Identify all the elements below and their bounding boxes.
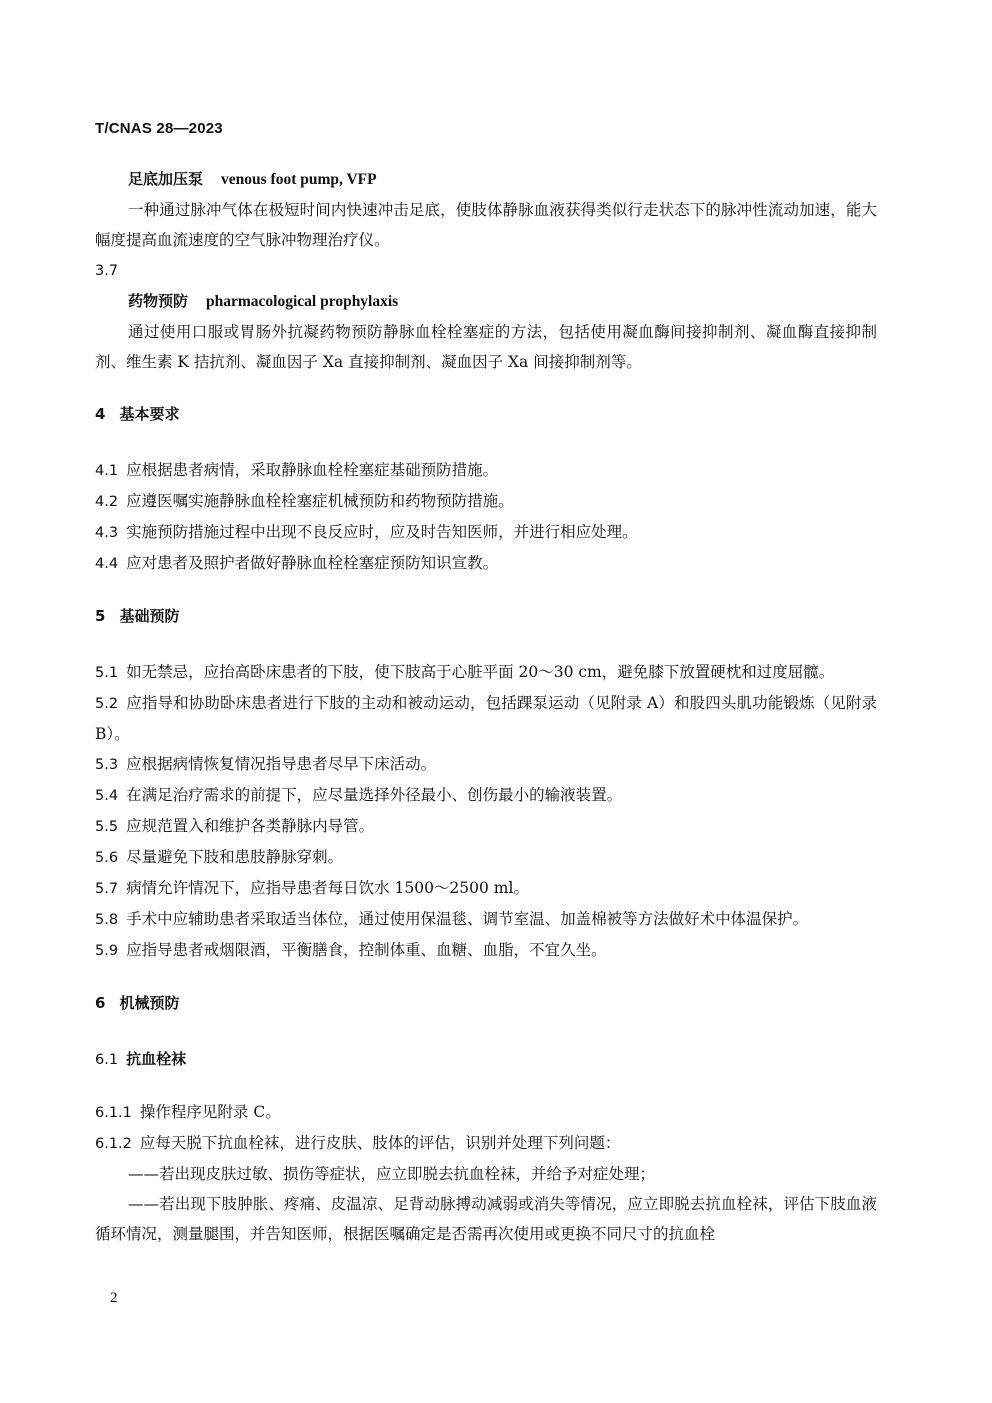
dash-item-1: ——若出现皮肤过敏、损伤等症状，应立即脱去抗血栓袜，并给予对症处理；: [128, 1165, 656, 1183]
clause-number-3-7: 3.7: [95, 263, 119, 279]
clause-6-1-1: 6.1.1 操作程序见附录 C。: [95, 1103, 281, 1121]
clause-5-2: 5.2 应指导和协助卧床患者进行下肢的主动和被动运动，包括踝泵运动（见附录 A）和股四头肌功能锻炼（见附录 B）。: [95, 694, 877, 743]
term-pharmacological-prophylaxis: [95, 286, 877, 317]
page-number: 2: [110, 1290, 118, 1306]
clause-5-4: 5.4 在满足治疗需求的前提下，应尽量选择外径最小、创伤最小的输液装置。: [95, 786, 623, 804]
definition-pharmacological-prophylaxis: 通过使用口服或胃肠外抗凝药物预防静脉血栓栓塞症的方法，包括使用凝血酶间接抑制剂、凝血酶直接抑制剂、维生素 K 拮抗剂、凝血因子 Xa 直接抑制剂、凝血因子 Xa 间接抑制剂等。: [95, 323, 877, 371]
clause-6-1-2: 6.1.2 应每天脱下抗血栓袜，进行皮肤、肢体的评估，识别并处理下列问题：: [95, 1134, 621, 1152]
clause-5-5: 5.5 应规范置入和维护各类静脉内导管。: [95, 817, 375, 835]
clause-4-2: 4.2 应遵医嘱实施静脉血栓栓塞症机械预防和药物预防措施。: [95, 492, 514, 510]
clause-5-9: 5.9 应指导患者戒烟限酒，平衡膳食，控制体重、血糖、血脂，不宜久坐。: [95, 941, 607, 959]
section-heading-4: 4 基本要求: [95, 405, 180, 423]
term-cn: 足底加压泵: [128, 170, 204, 188]
section-heading-6: 6 机械预防: [95, 994, 180, 1012]
document-id-header: T/CNAS 28—2023: [95, 120, 223, 137]
clause-5-7: 5.7 病情允许情况下，应指导患者每日饮水 1500～2500 ml。: [95, 879, 529, 897]
clause-4-1: 4.1 应根据患者病情，采取静脉血栓栓塞症基础预防措施。: [95, 461, 499, 479]
term-en: pharmacological prophylaxis: [206, 293, 399, 310]
subsection-heading-6-1: 6.1 抗血栓袜: [95, 1050, 187, 1068]
dash-item-2: ——若出现下肢肿胀、疼痛、皮温凉、足背动脉搏动减弱或消失等情况，应立即脱去抗血栓袜，评估下肢血液循环情况，测量腿围，并告知医师，根据医嘱确定是否需再次使用或更换不同尺寸的抗血栓: [95, 1195, 877, 1243]
term-en: venous foot pump, VFP: [221, 171, 377, 188]
clause-4-4: 4.4 应对患者及照护者做好静脉血栓栓塞症预防知识宣教。: [95, 554, 499, 572]
clause-5-1: 5.1 如无禁忌，应抬高卧床患者的下肢，使下肢高于心脏平面 20～30 cm，避免膝下放置硬枕和过度屈髋。: [95, 663, 835, 681]
page-content: [95, 164, 877, 1249]
clause-5-6: 5.6 尽量避免下肢和患肢静脉穿刺。: [95, 848, 344, 866]
term-foot-pump: [95, 164, 877, 195]
clause-5-8: 5.8 手术中应辅助患者采取适当体位，通过使用保温毯、调节室温、加盖棉被等方法做好术中体温保护。: [95, 910, 809, 928]
definition-foot-pump: 一种通过脉冲气体在极短时间内快速冲击足底，使肢体静脉血液获得类似行走状态下的脉冲性流动加速，能大幅度提高血流速度的空气脉冲物理治疗仪。: [95, 201, 877, 249]
clause-4-3: 4.3 实施预防措施过程中出现不良反应时，应及时告知医师，并进行相应处理。: [95, 523, 638, 541]
clause-5-3: 5.3 应根据病情恢复情况指导患者尽早下床活动。: [95, 755, 437, 773]
term-cn: 药物预防: [128, 292, 189, 310]
section-heading-5: 5 基础预防: [95, 607, 180, 625]
